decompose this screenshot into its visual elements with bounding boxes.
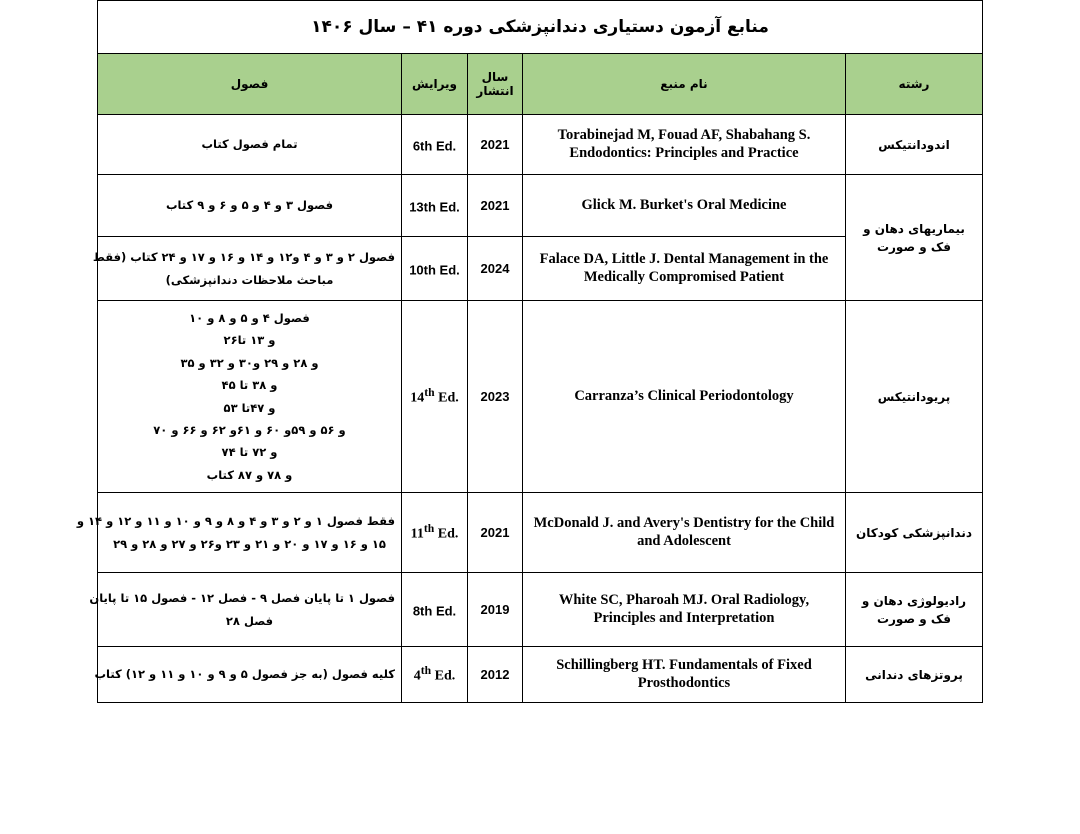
chapters-line: و ۵۶ و ۵۹و ۶۰ و ۶۱و ۶۲ و ۶۶ و ۷۰ <box>153 422 346 437</box>
field-cell: پریودانتیکس <box>846 301 983 493</box>
header-source: نام منبع <box>523 54 846 115</box>
chapters-cell <box>98 115 402 175</box>
edition-cell <box>402 647 468 703</box>
chapters-line: مباحث ملاحظات دندانپزشکی) <box>165 272 334 287</box>
chapters-cell <box>94 647 402 703</box>
edition-cell <box>402 301 468 493</box>
edition-cell <box>402 175 468 237</box>
header-field: رشته <box>846 54 983 115</box>
sources-table <box>76 0 983 703</box>
year-cell: 2023 <box>468 301 523 493</box>
year-cell: 2019 <box>468 573 523 647</box>
edition-number: 10th <box>409 262 436 278</box>
edition-cell <box>402 115 468 175</box>
edition-suffix: Ed. <box>435 199 460 215</box>
edition-number: 13th <box>409 199 436 215</box>
table-row <box>98 301 983 493</box>
chapters-cell <box>98 301 402 493</box>
source-cell: Carranza’s Clinical Periodontology <box>523 301 846 493</box>
field-cell: پروتزهای دندانی <box>846 647 983 703</box>
edition-cell <box>402 573 468 647</box>
year-cell: 2021 <box>468 493 523 573</box>
source-cell: Schillingberg HT. Fundamentals of Fixed Prosthodontics <box>523 647 846 703</box>
edition-suffix: Ed. <box>434 390 459 406</box>
chapters-line: و ۳۸ تا ۴۵ <box>221 378 278 393</box>
chapters-line: فصول ۴ و ۵ و ۸ و ۱۰ <box>189 310 310 325</box>
source-cell: Torabinejad M, Fouad AF, Shabahang S. Endodontics: Principles and Practice <box>523 115 846 175</box>
header-edition: ویرایش <box>402 54 468 115</box>
edition-suffix: Ed. <box>432 603 457 619</box>
year-cell: 2021 <box>468 115 523 175</box>
edition-number: 8th <box>412 603 433 619</box>
edition-suffix: Ed. <box>431 668 456 684</box>
edition-number: 14 <box>410 390 425 406</box>
chapters-line: فصول ۳ و ۴ و ۵ و ۶ و ۹ کتاب <box>165 198 334 213</box>
chapters-line: تمام فصول کتاب <box>201 137 298 152</box>
table-row <box>98 175 983 237</box>
table-row <box>98 115 983 175</box>
chapters-cell <box>89 573 402 647</box>
chapters-line: فقط فصول ۱ و ۲ و ۳ و ۴ و ۸ و ۹ و ۱۰ و ۱۱ و ۱۲ و ۱۴ و <box>76 514 395 529</box>
source-cell: Falace DA, Little J. Dental Management in the Medically Compromised Patient <box>523 237 846 301</box>
edition-cell <box>402 237 468 301</box>
field-cell: رادیولوژی دهان و فک و صورت <box>846 573 983 647</box>
chapters-line: ۱۵ و ۱۶ و ۱۷ و ۲۰ و ۲۱ و ۲۳ و۲۶ و ۲۷ و ۲۸ و ۲۹ <box>113 536 386 551</box>
chapters-line: و ۷۲ تا ۷۴ <box>221 445 278 460</box>
edition-suffix: Ed. <box>434 526 459 542</box>
year-cell: 2021 <box>468 175 523 237</box>
edition-suffix: Ed. <box>432 138 457 154</box>
source-cell: White SC, Pharoah MJ. Oral Radiology, Principles and Interpretation <box>523 573 846 647</box>
edition-superscript: th <box>424 386 435 400</box>
header-year-line1: سال <box>481 70 509 84</box>
chapters-line: فصول ۲ و ۳ و ۴ و۱۲ و ۱۴ و ۱۶ و ۱۷ و ۲۴ کتاب (فقط <box>92 250 395 265</box>
chapters-line: و ۲۸ و ۲۹ و۳۰ و ۳۲ و ۳۵ <box>180 355 319 370</box>
chapters-line: فصل ۲۸ <box>225 613 274 628</box>
chapters-cell <box>92 237 402 301</box>
year-cell: 2024 <box>468 237 523 301</box>
chapters-line: کلیه فصول (به جز فصول ۵ و ۹ و ۱۰ و ۱۱ و ۱۲) کتاب <box>94 667 395 682</box>
edition-number: 11 <box>410 526 424 542</box>
table-row <box>98 647 983 703</box>
source-cell: Glick M. Burket's Oral Medicine <box>523 175 846 237</box>
field-cell: بیماریهای دهان و فک و صورت <box>846 175 983 301</box>
edition-superscript: th <box>423 522 435 536</box>
chapters-cell <box>76 493 402 573</box>
chapters-line: و ۴۷تا ۵۳ <box>223 400 276 415</box>
header-year <box>468 54 523 115</box>
edition-number: 4 <box>413 668 421 684</box>
chapters-line: فصول ۱ تا پایان فصل ۹ - فصل ۱۲ - فصول ۱۵ تا پایان <box>89 591 395 606</box>
header-row <box>98 54 983 115</box>
chapters-line: و ۱۳ تا۲۶ <box>223 333 276 348</box>
chapters-line: و ۷۸ و ۸۷ کتاب <box>206 467 293 482</box>
chapters-cell <box>98 175 402 237</box>
edition-number: 6th <box>412 138 433 154</box>
table-row <box>98 493 983 573</box>
header-year-line2: انتشار <box>476 84 514 98</box>
field-cell: اندودانتیکس <box>846 115 983 175</box>
edition-superscript: th <box>420 664 432 678</box>
header-chapters: فصول <box>98 54 402 115</box>
page-title: منابع آزمون دستیاری دندانپزشکی دوره ۴۱ – سال ۱۴۰۶ <box>98 1 983 54</box>
table-row <box>98 573 983 647</box>
edition-suffix: Ed. <box>435 262 460 278</box>
source-cell: McDonald J. and Avery's Dentistry for the Child and Adolescent <box>523 493 846 573</box>
field-cell: دندانپزشکی کودکان <box>846 493 983 573</box>
edition-cell <box>402 493 468 573</box>
year-cell: 2012 <box>468 647 523 703</box>
